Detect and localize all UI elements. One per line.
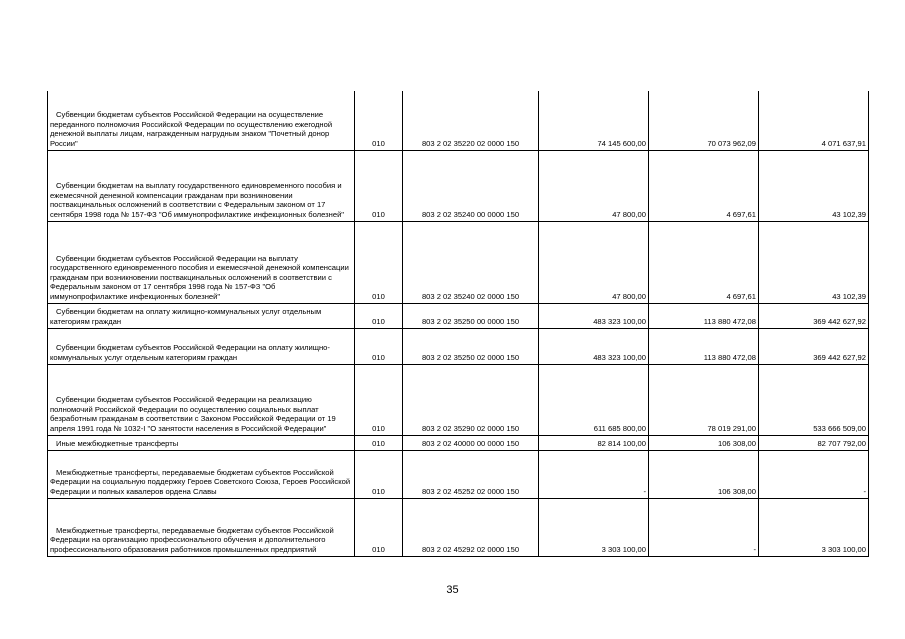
row-approved-cell: 483 323 100,00 <box>539 303 649 328</box>
row-code-cell: 010 <box>355 498 403 556</box>
row-kbk-cell: 803 2 02 35250 02 0000 150 <box>403 328 539 364</box>
row-kbk-cell: 803 2 02 35250 00 0000 150 <box>403 303 539 328</box>
row-approved-cell: 74 145 600,00 <box>539 91 649 150</box>
table-row <box>48 435 869 450</box>
row-unexecuted-cell: 3 303 100,00 <box>759 498 869 556</box>
row-approved-cell: 47 800,00 <box>539 150 649 221</box>
row-name-cell: Субвенции бюджетам субъектов Российской Федерации на оплату жилищно-коммунальных услуг отдельным категориям граждан <box>48 328 355 364</box>
budget-table <box>47 91 869 557</box>
row-executed-cell: 113 880 472,08 <box>649 328 759 364</box>
row-executed-cell: - <box>649 498 759 556</box>
row-executed-cell: 4 697,61 <box>649 221 759 303</box>
row-approved-cell: 3 303 100,00 <box>539 498 649 556</box>
row-executed-cell: 4 697,61 <box>649 150 759 221</box>
row-name-cell: Субвенции бюджетам на оплату жилищно-коммунальных услуг отдельным категориям граждан <box>48 303 355 328</box>
table-row <box>48 364 869 435</box>
row-unexecuted-cell: 533 666 509,00 <box>759 364 869 435</box>
row-unexecuted-cell: 82 707 792,00 <box>759 435 869 450</box>
row-executed-cell: 106 308,00 <box>649 435 759 450</box>
table-row <box>48 498 869 556</box>
table-row <box>48 303 869 328</box>
row-name-cell: Иные межбюджетные трансферты <box>48 435 355 450</box>
row-name-cell: Межбюджетные трансферты, передаваемые бюджетам субъектов Российской Федерации на организацию профессионального обучения и дополнительного профессионального образования работников промышленных предприятий <box>48 498 355 556</box>
row-unexecuted-cell: - <box>759 450 869 498</box>
row-kbk-cell: 803 2 02 35240 02 0000 150 <box>403 221 539 303</box>
row-name-cell: Межбюджетные трансферты, передаваемые бюджетам субъектов Российской Федерации на социальную поддержку Героев Советского Союза, Героев Российской Федерации и полных кавалеров ордена Славы <box>48 450 355 498</box>
row-approved-cell: 47 800,00 <box>539 221 649 303</box>
row-kbk-cell: 803 2 02 45292 02 0000 150 <box>403 498 539 556</box>
row-name-cell: Субвенции бюджетам на выплату государственного единовременного пособия и ежемесячной денежной компенсации гражданам при возникновении поствакцинальных осложнений в соответствии с Федеральным законом от 17 сентября 1998 года № 157-ФЗ "Об иммунопрофилактике инфекционных болезней" <box>48 150 355 221</box>
table-row <box>48 91 869 150</box>
row-code-cell: 010 <box>355 364 403 435</box>
row-name-cell: Субвенции бюджетам субъектов Российской Федерации на реализацию полномочий Российской Федерации по осуществлению социальных выплат безработным гражданам в соответствии с Законом Российской Федерации от 19 апреля 1991 года № 1032-I "О занятости населения в Российской Федерации" <box>48 364 355 435</box>
row-unexecuted-cell: 369 442 627,92 <box>759 303 869 328</box>
row-code-cell: 010 <box>355 303 403 328</box>
row-approved-cell: 611 685 800,00 <box>539 364 649 435</box>
table-row <box>48 450 869 498</box>
row-code-cell: 010 <box>355 91 403 150</box>
row-name-cell: Субвенции бюджетам субъектов Российской Федерации на осуществление переданного полномочия Российской Федерации по осуществлению ежегодной денежной выплаты лицам, награжденным нагрудным знаком "Почетный донор России" <box>48 91 355 150</box>
row-code-cell: 010 <box>355 150 403 221</box>
row-approved-cell: 82 814 100,00 <box>539 435 649 450</box>
row-code-cell: 010 <box>355 450 403 498</box>
row-unexecuted-cell: 369 442 627,92 <box>759 328 869 364</box>
row-kbk-cell: 803 2 02 35290 02 0000 150 <box>403 364 539 435</box>
row-kbk-cell: 803 2 02 35240 00 0000 150 <box>403 150 539 221</box>
row-code-cell: 010 <box>355 435 403 450</box>
row-unexecuted-cell: 4 071 637,91 <box>759 91 869 150</box>
table-row <box>48 221 869 303</box>
row-executed-cell: 70 073 962,09 <box>649 91 759 150</box>
row-approved-cell: - <box>539 450 649 498</box>
table-row <box>48 328 869 364</box>
row-executed-cell: 113 880 472,08 <box>649 303 759 328</box>
row-code-cell: 010 <box>355 328 403 364</box>
row-kbk-cell: 803 2 02 40000 00 0000 150 <box>403 435 539 450</box>
row-executed-cell: 106 308,00 <box>649 450 759 498</box>
row-kbk-cell: 803 2 02 35220 02 0000 150 <box>403 91 539 150</box>
row-executed-cell: 78 019 291,00 <box>649 364 759 435</box>
row-approved-cell: 483 323 100,00 <box>539 328 649 364</box>
row-code-cell: 010 <box>355 221 403 303</box>
table-row <box>48 150 869 221</box>
row-unexecuted-cell: 43 102,39 <box>759 221 869 303</box>
page-number: 35 <box>446 584 459 596</box>
row-unexecuted-cell: 43 102,39 <box>759 150 869 221</box>
row-name-cell: Субвенции бюджетам субъектов Российской Федерации на выплату государственного единовременного пособия и ежемесячной денежной компенсации гражданам при возникновении поствакцинальных осложнений в соответствии с Федеральным законом от 17 сентября 1998 года № 157-ФЗ "Об иммунопрофилактике инфекционных болезней" <box>48 221 355 303</box>
row-kbk-cell: 803 2 02 45252 02 0000 150 <box>403 450 539 498</box>
